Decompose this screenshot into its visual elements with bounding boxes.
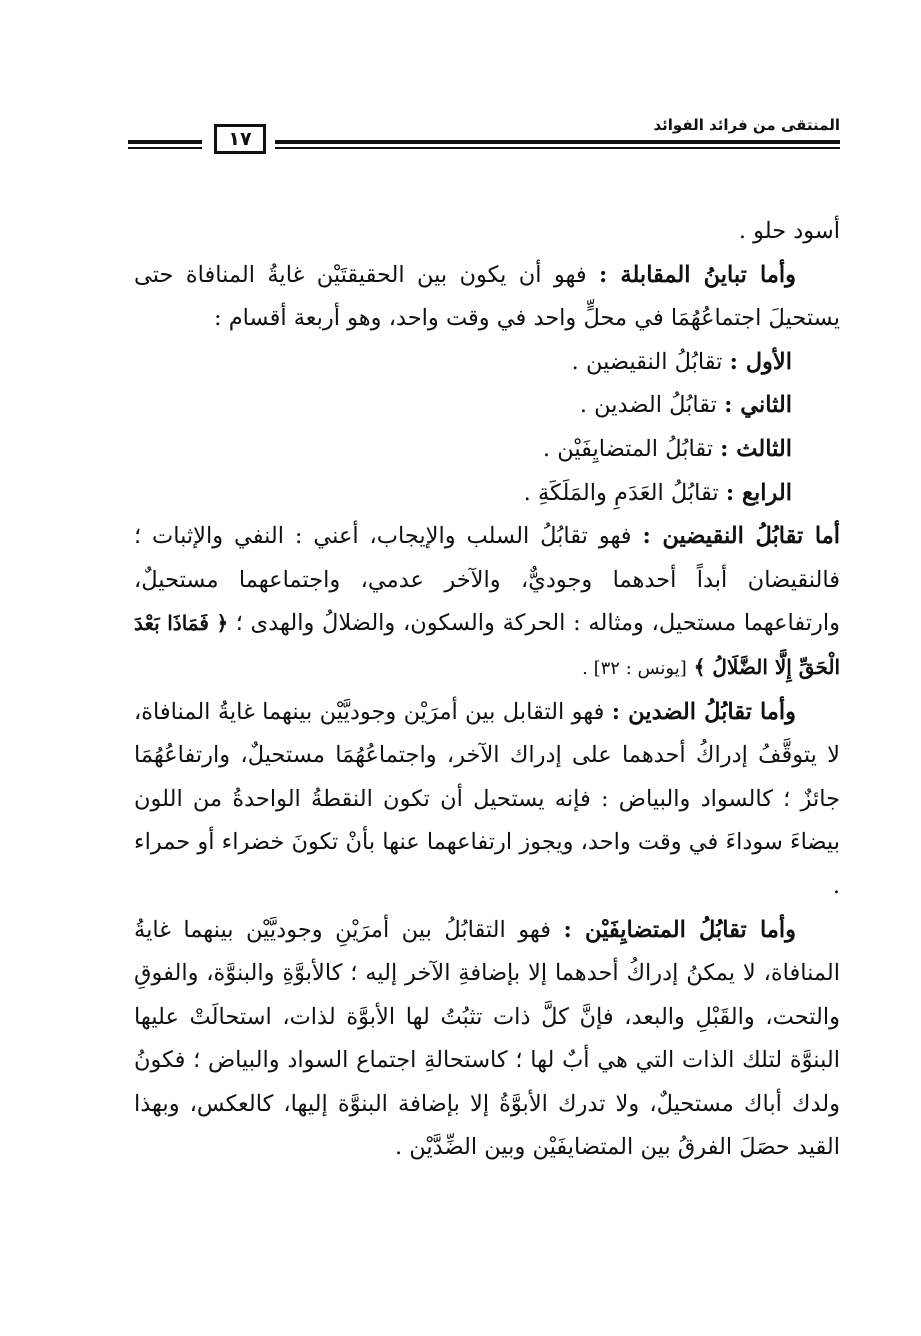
paragraph-muqabala: وأما تباينُ المقابلة : فهو أن يكون بين الحقيقتَيْن غايةُ المنافاة حتى يستحيلَ اجتماعُهُمَا في محلٍّ واحد في وقت واحد، وهو أربعة أقسام : — [134, 261, 840, 332]
term-label: أما تقابُلُ النقيضين : — [642, 523, 841, 550]
term-label: وأما تقابُلُ الضدين : — [611, 698, 796, 725]
list-item-2: الثاني : تقابُلُ الضدين . — [579, 392, 792, 419]
paragraph-continuation: أسود حلو . — [738, 218, 840, 244]
page-number: ١٧ — [214, 124, 266, 154]
quran-verse: ﴿ فَمَاذَا بَعْدَ الْحَقِّ إِلَّا الضَّلَالُ ﴾ — [134, 611, 840, 679]
term-label: وأما تقابُلُ المتضايِفَيْن : — [563, 916, 796, 943]
page-header — [128, 112, 840, 160]
header-rule-left — [128, 140, 202, 150]
paragraph-naqidain: أما تقابُلُ النقيضين : فهو تقابُلُ السلب والإيجاب، أعني : النفي والإثبات ؛ فالنقيضان أبداً أحدهما وجوديٌّ، والآخر عدمي، واجتماعهما مستحيلٌ، وارتفاعهما مستحيل، ومثاله : الحركة والسكون، والضلالُ والهدى ؛ ﴿ فَمَاذَا بَعْدَ الْحَقِّ إِلَّا الضَّلَالُ ﴾ [يونس : ٣٢] . — [134, 523, 841, 679]
verse-reference: [يونس : ٣٢] . — [582, 657, 687, 679]
page-body — [134, 210, 840, 1170]
term-label: وأما تباينُ المقابلة : — [599, 261, 796, 288]
paragraph-diddain: وأما تقابُلُ الضدين : فهو التقابل بين أمرَيْن وجوديَّيْن بينهما غايةُ المنافاة، لا يتوقَّفُ إدراكُ أحدهما على إدراك الآخر، واجتماعُهُمَا مستحيلٌ، وارتفاعُهُمَا جائزٌ ؛ كالسواد والبياض : فإنه يستحيل أن تكون النقطةُ الواحدةُ من اللون بيضاءَ سوداءَ في وقت واحد، ويجوز ارتفاعهما عنها بأنْ تكونَ خضراء أو حمراء . — [134, 698, 840, 899]
header-rule-right — [275, 140, 840, 150]
list-item-4: الرابع : تقابُلُ العَدَمِ والمَلَكَةِ . — [523, 479, 792, 506]
running-title: المنتقى من فرائد الفوائد — [653, 116, 840, 134]
list-item-1: الأول : تقابُلُ النقيضين . — [571, 348, 792, 375]
list-item-3: الثالث : تقابُلُ المتضايِفَيْن . — [542, 435, 792, 462]
paragraph-mutadayifain: وأما تقابُلُ المتضايِفَيْن : فهو التقابُلُ بين أمرَيْنِ وجوديَّيْن بينهما غايةُ المنافاة، لا يمكنُ إدراكُ أحدهما إلا بإضافةِ الآخر إليه ؛ كالأبوَّةِ والبنوَّة، والفوقِ والتحت، والقَبْلِ والبعد، فإنَّ كلَّ ذات تثبُتُ لها الأبوَّة لذات، استحالَتْ عليها البنوَّة لتلك الذات التي هي أبٌ لها ؛ كاستحالةِ اجتماع السواد والبياض ؛ فكونُ ولدك أباك مستحيلٌ، ولا تدرك الأبوَّةُ إلا بإضافة البنوَّة إليها، كالعكس، وبهذا القيد حصَلَ الفرقُ بين المتضايفَيْن وبين الضِّدَّيْن . — [134, 916, 840, 1161]
